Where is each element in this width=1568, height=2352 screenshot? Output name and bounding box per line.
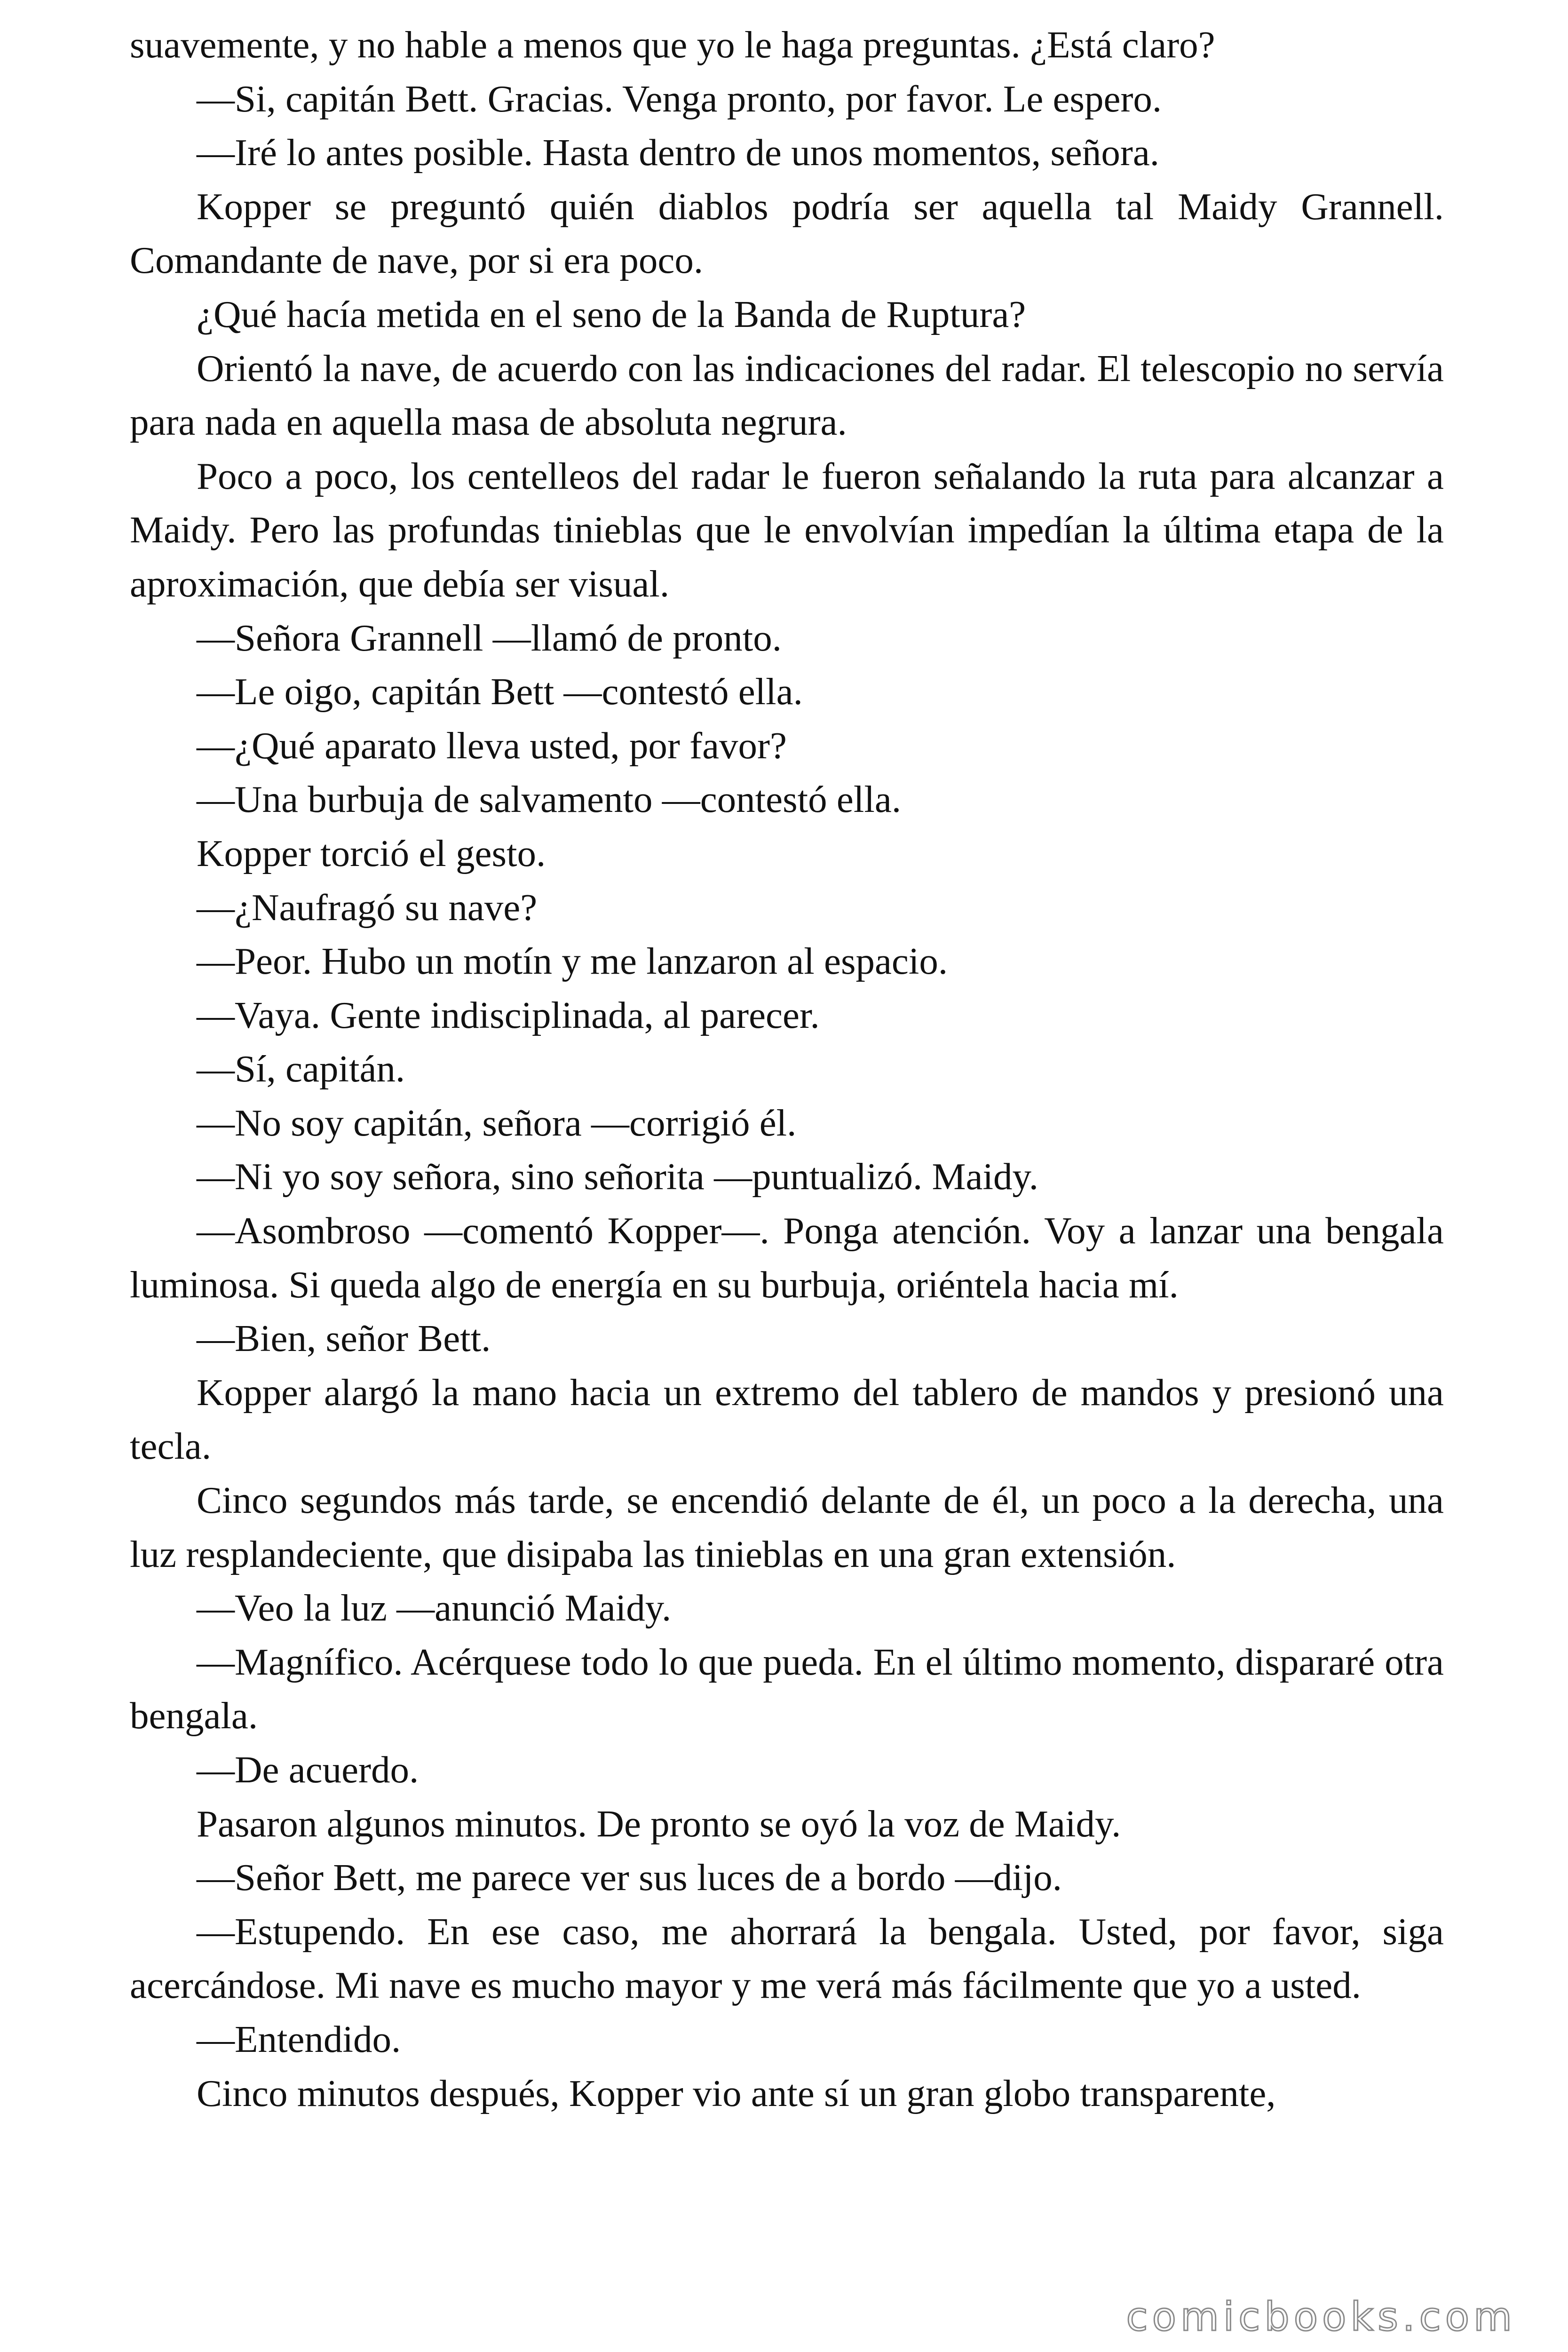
page-text	[130, 18, 1444, 2120]
paragraph: —Le oigo, capitán Bett —contestó ella.	[197, 670, 803, 713]
paragraph: Cinco segundos más tarde, se encendió delante de él, un poco a la derecha, una luz resplandeciente, que disipaba las tinieblas en una gran extensión.	[130, 1479, 1444, 1575]
paragraph: —Estupendo. En ese caso, me ahorrará la bengala. Usted, por favor, siga acercándose. Mi nave es mucho mayor y me verá más fácilmente que yo a usted.	[130, 1910, 1444, 2007]
paragraph: Kopper torció el gesto.	[197, 832, 546, 874]
paragraph: —Ni yo soy señora, sino señorita —puntualizó. Maidy.	[197, 1155, 1038, 1198]
paragraph: —No soy capitán, señora —corrigió él.	[197, 1101, 797, 1144]
paragraph: —Asombroso —comentó Kopper—. Ponga atención. Voy a lanzar una bengala luminosa. Si queda algo de energía en su burbuja, oriéntela hacia mí.	[130, 1209, 1444, 1306]
paragraph: —Iré lo antes posible. Hasta dentro de unos momentos, señora.	[197, 131, 1160, 174]
paragraph: —Señor Bett, me parece ver sus luces de a bordo —dijo.	[197, 1856, 1062, 1899]
paragraph: Cinco minutos después, Kopper vio ante sí un gran globo transparente,	[197, 2072, 1276, 2114]
paragraph: —¿Naufragó su nave?	[197, 886, 538, 929]
paragraph: Poco a poco, los centelleos del radar le fueron señalando la ruta para alcanzar a Maidy. Pero las profundas tinieblas que le envolvían impedían la última etapa de la aproximación, que debía ser visual.	[130, 454, 1444, 605]
paragraph: —Sí, capitán.	[197, 1048, 405, 1090]
paragraph: —Una burbuja de salvamento —contestó ella.	[197, 778, 902, 821]
paragraph: —Bien, señor Bett.	[197, 1317, 491, 1360]
paragraph: —Magnífico. Acérquese todo lo que pueda. En el último momento, dispararé otra bengala.	[130, 1640, 1444, 1737]
paragraph: —Vaya. Gente indisciplinada, al parecer.	[197, 993, 820, 1036]
paragraph: suavemente, y no hable a menos que yo le haga preguntas. ¿Está claro?	[130, 24, 1215, 66]
paragraph: Kopper alargó la mano hacia un extremo del tablero de mandos y presionó una tecla.	[130, 1371, 1444, 1468]
watermark: comicbooks.com	[1126, 2294, 1516, 2340]
paragraph: ¿Qué hacía metida en el seno de la Banda de Ruptura?	[197, 293, 1026, 335]
paragraph: —Entendido.	[197, 2018, 401, 2060]
paragraph: —Peor. Hubo un motín y me lanzaron al espacio.	[197, 940, 948, 983]
paragraph: —Señora Grannell —llamó de pronto.	[197, 616, 782, 659]
paragraph: Pasaron algunos minutos. De pronto se oyó la voz de Maidy.	[197, 1802, 1121, 1845]
paragraph: —Si, capitán Bett. Gracias. Venga pronto, por favor. Le espero.	[197, 77, 1162, 120]
paragraph: Kopper se preguntó quién diablos podría ser aquella tal Maidy Grannell. Comandante de nave, por si era poco.	[130, 185, 1444, 282]
paragraph: —¿Qué aparato lleva usted, por favor?	[197, 724, 787, 767]
paragraph: —Veo la luz —anunció Maidy.	[197, 1587, 672, 1629]
paragraph: —De acuerdo.	[197, 1748, 419, 1791]
paragraph: Orientó la nave, de acuerdo con las indicaciones del radar. El telescopio no servía para nada en aquella masa de absoluta negrura.	[130, 347, 1444, 444]
